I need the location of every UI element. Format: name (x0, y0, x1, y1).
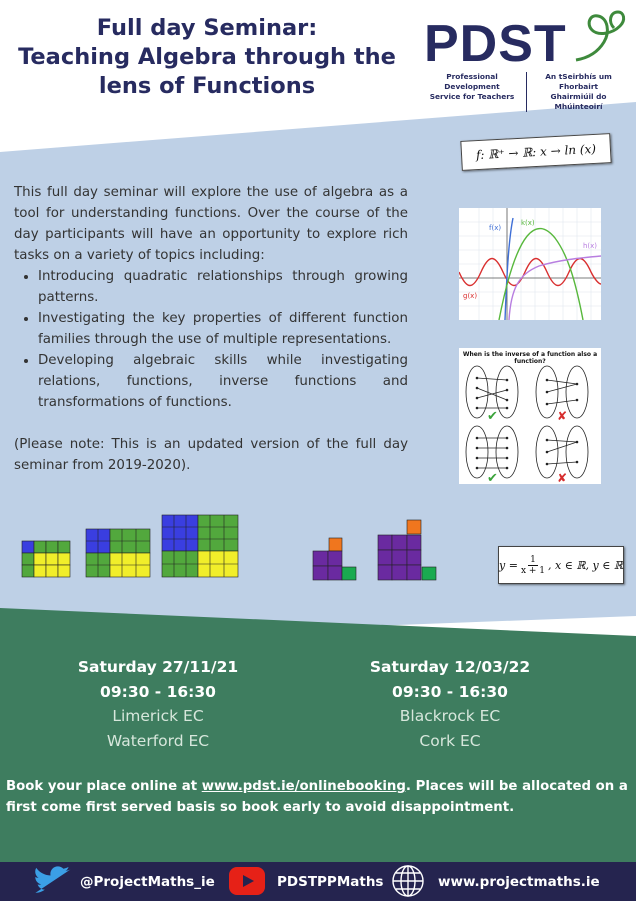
g-label: g(x) (463, 292, 478, 300)
reciprocal-function-card: y = $\frac{1}{x + 1}$ , x ∈ ℝ, y ∈ ℝ (498, 546, 624, 584)
event-date: Saturday 12/03/22 (369, 658, 531, 676)
event-block-1 (58, 655, 258, 753)
g-curve (459, 259, 601, 286)
booking-link[interactable]: www.pdst.ie/onlinebooking (201, 779, 406, 794)
youtube-channel[interactable]: PDSTPPMaths (277, 874, 384, 890)
topic-item: • Investigating the key properties of different function families through the use of multiple representations. (38, 308, 408, 350)
event-time: 09:30 - 16:30 (100, 682, 216, 701)
block-pattern-1 (313, 538, 356, 580)
topic-list (14, 266, 408, 413)
tile-pattern-3 (162, 515, 238, 577)
logo-irish-text: An tSeirbhís um Fhorbairt Ghairmiúil do Mhúinteoirí (526, 72, 630, 112)
youtube-icon[interactable] (229, 867, 265, 895)
pdst-wordmark: PDST (424, 15, 567, 73)
website-link[interactable]: www.projectmaths.ie (438, 874, 600, 890)
inverse-question: When is the inverse of a function also a function? (462, 351, 598, 365)
function-graphs-image (459, 208, 601, 320)
globe-icon[interactable] (391, 864, 425, 898)
pdst-logo (418, 8, 630, 111)
event-venue: Blackrock EC (399, 707, 501, 725)
event-time: 09:30 - 16:30 (392, 682, 508, 701)
booking-info: Book your place online at www.pdst.ie/onlinebooking. Places will be allocated on a first come first served basis so book early to avoid disappointment. (6, 779, 628, 815)
h-label: h(x) (583, 242, 598, 250)
event-venue: Limerick EC (112, 707, 204, 725)
title-line-2: Teaching Algebra through the (18, 44, 396, 70)
event-block-2 (350, 655, 550, 753)
f-label: f(x) (489, 224, 502, 232)
title-line-3: lens of Functions (98, 73, 316, 99)
seminar-title (16, 14, 398, 101)
ln-function-text: f: ℝ⁺ → ℝ: x → ln (x) (475, 141, 597, 163)
intro-paragraph: This full day seminar will explore the use of algebra as a tool for understanding functions. Over the course of the day participants will have an opportunity to explore rich tasks on a variety of topics including: (14, 185, 408, 263)
logo-english-text: Professional Development Service for Teachers (429, 72, 515, 101)
check-icon: ✔ (487, 409, 498, 424)
celtic-knot-icon (568, 8, 630, 66)
title-line-1: Full day Seminar: (96, 15, 318, 41)
k-label: k(x) (521, 219, 535, 227)
tile-pattern-1 (22, 541, 70, 577)
tile-pattern-2 (86, 529, 150, 577)
topic-item: • Introducing quadratic relationships through growing patterns. (38, 266, 408, 308)
block-pattern-2 (378, 520, 436, 580)
twitter-icon[interactable] (34, 866, 72, 896)
twitter-handle[interactable]: @ProjectMaths_ie (80, 874, 215, 890)
event-date: Saturday 27/11/21 (77, 658, 239, 676)
inverse-function-image (459, 348, 601, 484)
event-venue: Cork EC (419, 731, 481, 750)
seminar-description (14, 182, 408, 476)
topic-item: • Developing algebraic skills while investigating relations, functions, inverse functions and transformations of functions. (38, 350, 408, 413)
check-icon: ✔ (487, 471, 498, 484)
fraction: $\frac{1}{x + 1}$ (520, 554, 546, 576)
update-note: (Please note: This is an updated version of the full day seminar from 2019-2020). (14, 437, 408, 473)
event-venue: Waterford EC (106, 731, 210, 750)
cross-icon: ✘ (557, 471, 568, 484)
cross-icon: ✘ (557, 409, 568, 423)
